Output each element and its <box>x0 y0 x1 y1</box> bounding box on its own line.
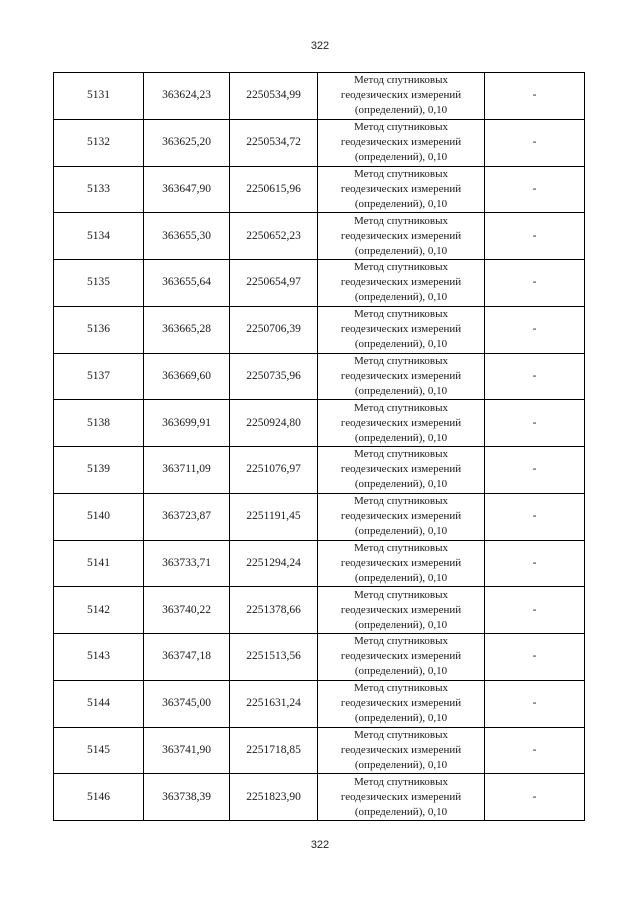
method-cell <box>318 587 485 634</box>
method-cell <box>318 119 485 166</box>
y-coordinate-cell: 2251718,85 <box>230 727 318 774</box>
method-line: Метод спутниковых <box>354 588 448 601</box>
method-line: геодезических измерений <box>340 89 462 102</box>
method-line: (определений), 0,10 <box>354 712 448 725</box>
note-cell: - <box>485 774 585 821</box>
y-coordinate-cell: 2251631,24 <box>230 680 318 727</box>
method-line: (определений), 0,10 <box>354 805 448 818</box>
table-row <box>54 119 585 166</box>
method-line: Метод спутниковых <box>354 775 448 788</box>
note-cell: - <box>485 447 585 494</box>
method-cell <box>318 353 485 400</box>
point-number-cell: 5146 <box>54 774 144 821</box>
x-coordinate-cell: 363723,87 <box>144 493 230 540</box>
x-coordinate-cell: 363624,23 <box>144 73 230 120</box>
page-number-top: 322 <box>310 40 330 52</box>
method-line: геодезических измерений <box>340 697 462 710</box>
method-line: геодезических измерений <box>340 276 462 289</box>
method-line: (определений), 0,10 <box>354 384 448 397</box>
point-number-cell: 5138 <box>54 400 144 447</box>
y-coordinate-cell: 2250735,96 <box>230 353 318 400</box>
note-cell: - <box>485 306 585 353</box>
y-coordinate-cell: 2251378,66 <box>230 587 318 634</box>
method-cell <box>318 634 485 681</box>
x-coordinate-cell: 363625,20 <box>144 119 230 166</box>
table-row <box>54 213 585 260</box>
method-cell <box>318 213 485 260</box>
x-coordinate-cell: 363711,09 <box>144 447 230 494</box>
method-cell <box>318 493 485 540</box>
x-coordinate-cell: 363747,18 <box>144 634 230 681</box>
table-row <box>54 400 585 447</box>
point-number-cell: 5144 <box>54 680 144 727</box>
y-coordinate-cell: 2251823,90 <box>230 774 318 821</box>
method-cell <box>318 166 485 213</box>
method-line: геодезических измерений <box>340 323 462 336</box>
x-coordinate-cell: 363655,30 <box>144 213 230 260</box>
note-cell: - <box>485 119 585 166</box>
point-number-cell: 5131 <box>54 73 144 120</box>
method-line: (определений), 0,10 <box>354 431 448 444</box>
method-cell <box>318 306 485 353</box>
y-coordinate-cell: 2250615,96 <box>230 166 318 213</box>
x-coordinate-cell: 363647,90 <box>144 166 230 213</box>
table-row <box>54 306 585 353</box>
method-line: Метод спутниковых <box>354 354 448 367</box>
point-number-cell: 5141 <box>54 540 144 587</box>
method-line: Метод спутниковых <box>354 495 448 508</box>
method-line: (определений), 0,10 <box>354 291 448 304</box>
y-coordinate-cell: 2251513,56 <box>230 634 318 681</box>
y-coordinate-cell: 2251191,45 <box>230 493 318 540</box>
method-line: геодезических измерений <box>340 743 462 756</box>
method-cell <box>318 680 485 727</box>
note-cell: - <box>485 634 585 681</box>
table-row <box>54 493 585 540</box>
method-line: геодезических измерений <box>340 556 462 569</box>
y-coordinate-cell: 2250654,97 <box>230 260 318 307</box>
note-cell: - <box>485 213 585 260</box>
table-row <box>54 260 585 307</box>
method-line: Метод спутниковых <box>354 682 448 695</box>
y-coordinate-cell: 2250924,80 <box>230 400 318 447</box>
x-coordinate-cell: 363655,64 <box>144 260 230 307</box>
method-line: (определений), 0,10 <box>354 758 448 771</box>
table-row <box>54 447 585 494</box>
method-cell <box>318 540 485 587</box>
point-number-cell: 5139 <box>54 447 144 494</box>
y-coordinate-cell: 2250534,99 <box>230 73 318 120</box>
x-coordinate-cell: 363745,00 <box>144 680 230 727</box>
point-number-cell: 5134 <box>54 213 144 260</box>
x-coordinate-cell: 363669,60 <box>144 353 230 400</box>
method-cell <box>318 260 485 307</box>
table-row <box>54 353 585 400</box>
table-row <box>54 774 585 821</box>
method-line: (определений), 0,10 <box>354 478 448 491</box>
note-cell: - <box>485 680 585 727</box>
method-line: геодезических измерений <box>340 790 462 803</box>
method-line: (определений), 0,10 <box>354 571 448 584</box>
note-cell: - <box>485 587 585 634</box>
x-coordinate-cell: 363665,28 <box>144 306 230 353</box>
method-line: (определений), 0,10 <box>354 104 448 117</box>
point-number-cell: 5137 <box>54 353 144 400</box>
method-line: геодезических измерений <box>340 510 462 523</box>
method-line: (определений), 0,10 <box>354 338 448 351</box>
method-line: Метод спутниковых <box>354 728 448 741</box>
table-row <box>54 727 585 774</box>
method-line: Метод спутниковых <box>354 635 448 648</box>
method-line: Метод спутниковых <box>354 74 448 87</box>
x-coordinate-cell: 363740,22 <box>144 587 230 634</box>
method-line: (определений), 0,10 <box>354 197 448 210</box>
method-line: Метод спутниковых <box>354 541 448 554</box>
note-cell: - <box>485 540 585 587</box>
y-coordinate-cell: 2250652,23 <box>230 213 318 260</box>
method-cell <box>318 727 485 774</box>
point-number-cell: 5143 <box>54 634 144 681</box>
method-line: геодезических измерений <box>340 603 462 616</box>
y-coordinate-cell: 2250534,72 <box>230 119 318 166</box>
method-line: геодезических измерений <box>340 463 462 476</box>
method-line: (определений), 0,10 <box>354 618 448 631</box>
x-coordinate-cell: 363733,71 <box>144 540 230 587</box>
point-number-cell: 5140 <box>54 493 144 540</box>
method-line: Метод спутниковых <box>354 214 448 227</box>
method-line: Метод спутниковых <box>354 121 448 134</box>
method-cell <box>318 73 485 120</box>
method-line: (определений), 0,10 <box>354 525 448 538</box>
y-coordinate-cell: 2251076,97 <box>230 447 318 494</box>
page-number-bottom: 322 <box>310 839 330 851</box>
note-cell: - <box>485 727 585 774</box>
method-line: Метод спутниковых <box>354 401 448 414</box>
method-line: (определений), 0,10 <box>354 665 448 678</box>
point-number-cell: 5136 <box>54 306 144 353</box>
point-number-cell: 5142 <box>54 587 144 634</box>
table-row <box>54 540 585 587</box>
note-cell: - <box>485 166 585 213</box>
method-line: (определений), 0,10 <box>354 151 448 164</box>
point-number-cell: 5132 <box>54 119 144 166</box>
method-cell <box>318 400 485 447</box>
y-coordinate-cell: 2251294,24 <box>230 540 318 587</box>
x-coordinate-cell: 363741,90 <box>144 727 230 774</box>
method-line: геодезических измерений <box>340 650 462 663</box>
method-line: геодезических измерений <box>340 416 462 429</box>
coordinates-table <box>53 72 585 821</box>
coordinates-table-body <box>54 73 585 821</box>
table-row <box>54 587 585 634</box>
method-line: геодезических измерений <box>340 182 462 195</box>
method-line: геодезических измерений <box>340 136 462 149</box>
note-cell: - <box>485 493 585 540</box>
method-line: Метод спутниковых <box>354 308 448 321</box>
x-coordinate-cell: 363699,91 <box>144 400 230 447</box>
method-line: Метод спутниковых <box>354 261 448 274</box>
note-cell: - <box>485 73 585 120</box>
point-number-cell: 5145 <box>54 727 144 774</box>
note-cell: - <box>485 353 585 400</box>
table-row <box>54 680 585 727</box>
table-row <box>54 634 585 681</box>
method-line: Метод спутниковых <box>354 448 448 461</box>
table-row <box>54 166 585 213</box>
y-coordinate-cell: 2250706,39 <box>230 306 318 353</box>
method-line: Метод спутниковых <box>354 167 448 180</box>
x-coordinate-cell: 363738,39 <box>144 774 230 821</box>
method-line: геодезических измерений <box>340 369 462 382</box>
method-cell <box>318 447 485 494</box>
note-cell: - <box>485 260 585 307</box>
method-line: геодезических измерений <box>340 229 462 242</box>
point-number-cell: 5135 <box>54 260 144 307</box>
method-cell <box>318 774 485 821</box>
table-row <box>54 73 585 120</box>
method-line: (определений), 0,10 <box>354 244 448 257</box>
point-number-cell: 5133 <box>54 166 144 213</box>
note-cell: - <box>485 400 585 447</box>
